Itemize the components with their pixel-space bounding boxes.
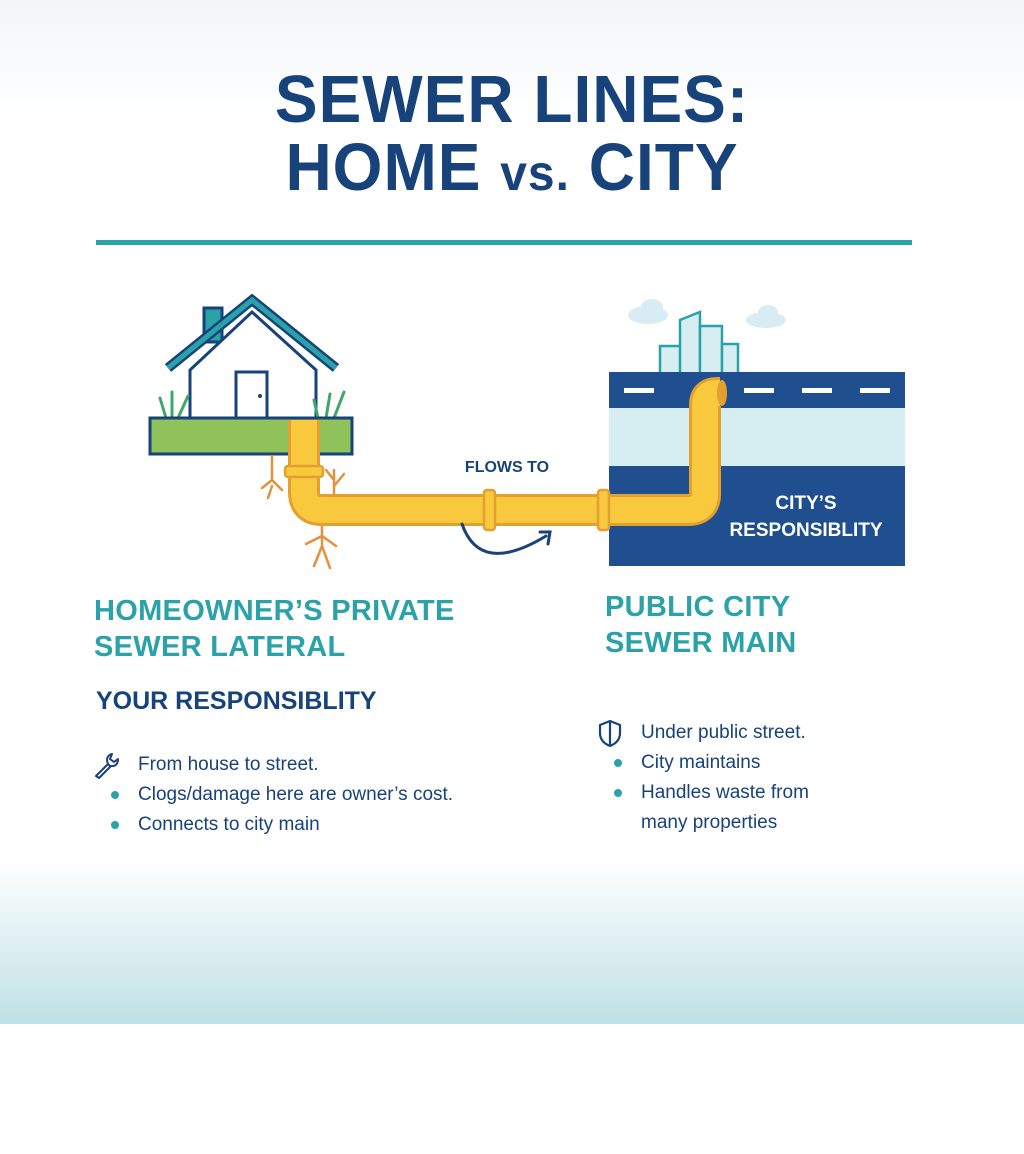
homeowner-points xyxy=(92,750,453,840)
city-buildings-icon xyxy=(660,312,738,376)
shield-icon xyxy=(595,718,625,748)
list-item xyxy=(595,748,809,778)
city-heading-line2: SEWER MAIN xyxy=(605,627,797,659)
bullet-icon xyxy=(111,821,119,829)
city-heading xyxy=(605,589,797,661)
homeowner-heading xyxy=(94,593,455,665)
bullet-icon xyxy=(614,759,622,767)
flow-label: FLOWS TO xyxy=(464,459,550,476)
city-points xyxy=(595,718,809,838)
house-icon xyxy=(168,300,336,418)
cloud-icon xyxy=(628,299,786,328)
homeowner-heading-line1: HOMEOWNER’S PRIVATE xyxy=(94,595,455,627)
homeowner-point-text: From house to street. xyxy=(138,754,319,775)
list-item xyxy=(595,778,809,808)
title-home: HOME xyxy=(285,129,482,205)
title-city: CITY xyxy=(588,129,739,205)
city-responsibility-label-line1: CITY’S xyxy=(775,493,837,514)
list-item xyxy=(595,718,809,748)
city-responsibility-label-line2: RESPONSIBLITY xyxy=(729,520,883,541)
flow-arrow-icon xyxy=(462,524,550,553)
bullet-icon xyxy=(614,789,622,797)
city-point-text: Handles waste from xyxy=(641,782,809,803)
city-heading-line1: PUBLIC CITY xyxy=(605,591,791,623)
homeowner-point-text: Clogs/damage here are owner’s cost. xyxy=(138,784,454,805)
city-point-text: many properties xyxy=(641,812,778,833)
your-responsibility-heading: YOUR RESPONSIBLITY xyxy=(96,687,377,715)
city-street-block xyxy=(609,372,905,566)
homeowner-heading-line2: SEWER LATERAL xyxy=(94,631,346,663)
title-vs: vs. xyxy=(500,145,570,202)
list-item xyxy=(92,810,453,840)
homeowner-point-text: Connects to city main xyxy=(138,814,320,835)
city-point-text: Under public street. xyxy=(641,722,806,743)
title-text: SEWER LINES: xyxy=(274,61,750,137)
wrench-icon xyxy=(92,750,122,780)
ground-strip xyxy=(150,418,352,454)
list-item xyxy=(92,780,453,810)
list-item-continuation xyxy=(595,808,809,838)
list-item xyxy=(92,750,453,780)
city-point-text: City maintains xyxy=(641,752,761,773)
bullet-icon xyxy=(111,791,119,799)
